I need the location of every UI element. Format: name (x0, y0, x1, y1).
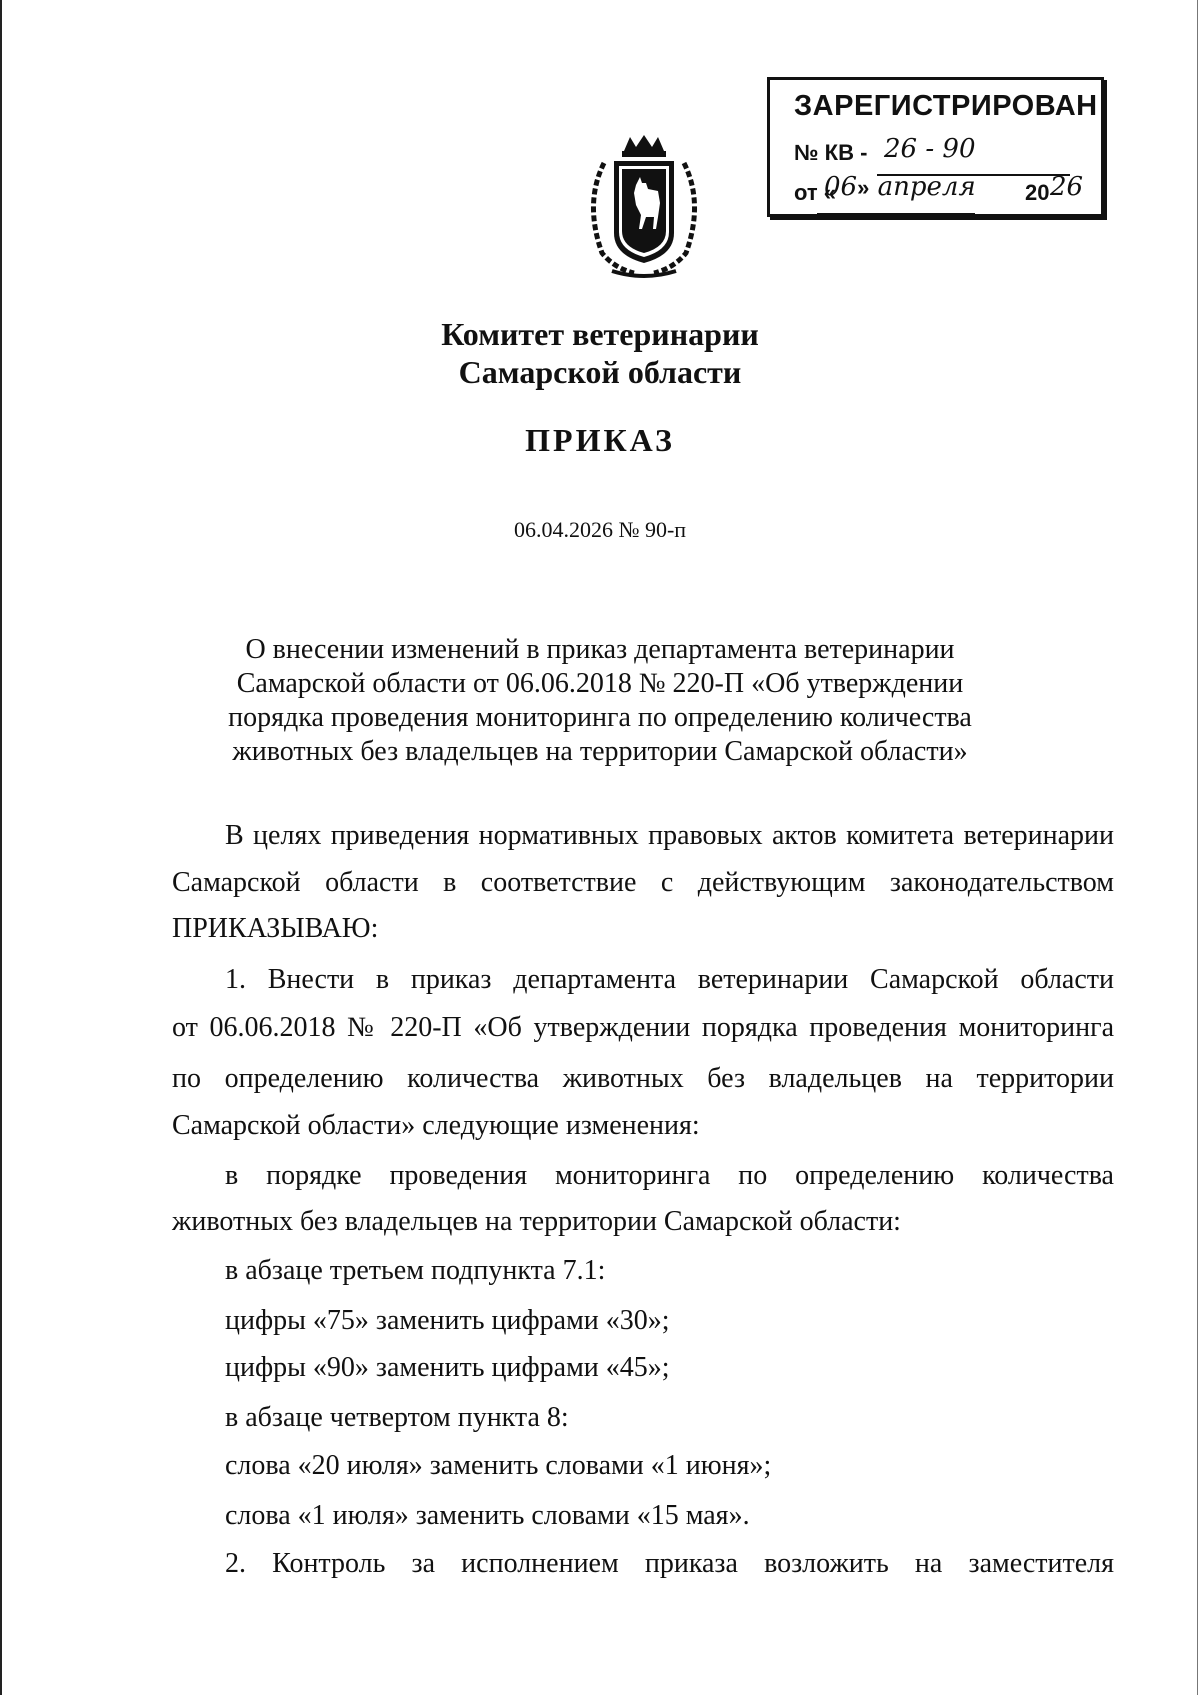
stamp-date-handwritten (824, 172, 976, 202)
body-line: слова «1 июля» заменить словами «15 мая». (225, 1500, 750, 1531)
body-line: слова «20 июля» заменить словами «1 июня»; (225, 1450, 772, 1481)
document-title: ПРИКАЗ (525, 422, 675, 458)
subject-line: Самарской области от 06.06.2018 № 220-П «Об утверждении (236, 668, 964, 699)
body-line: по определению количества животных без владельцев на территории (172, 1063, 1114, 1094)
subject-line: животных без владельцев на территории Самарской области» (232, 736, 968, 767)
body-line: цифры «75» заменить цифрами «30»; (225, 1305, 670, 1336)
samara-coat-of-arms-icon (574, 133, 714, 283)
stamp-year-prefix: 20 (1025, 180, 1050, 205)
organization-name-line1: Комитет ветеринарии (441, 316, 759, 352)
subject-line: О внесении изменений в приказ департамента ветеринарии (245, 634, 955, 665)
subject-line: порядка проведения мониторинга по определению количества (228, 702, 972, 733)
body-line: В целях приведения нормативных правовых актов комитета ветеринарии (225, 820, 1114, 851)
stamp-date-month: апреля (877, 172, 976, 202)
scan-edge-left (0, 0, 2, 1695)
body-line: в порядке проведения мониторинга по определению количества (225, 1160, 1114, 1191)
scan-edge-right (1197, 0, 1198, 1695)
body-line: 2. Контроль за исполнением приказа возложить на заместителя (225, 1548, 1114, 1579)
order-date-number: 06.04.2026 № 90-п (513, 517, 687, 542)
registration-stamp (767, 77, 1104, 217)
stamp-number-label: № КВ - (794, 140, 868, 165)
stamp-date-quote: » (857, 175, 870, 200)
stamp-date-label: от « (794, 180, 837, 205)
body-line: ПРИКАЗЫВАЮ: (172, 913, 379, 944)
organization-name-line2: Самарской области (458, 354, 742, 390)
stamp-date-day: 06 (824, 172, 858, 202)
body-line: животных без владельцев на территории Самарской области: (172, 1206, 901, 1237)
body-line: 1. Внести в приказ департамента ветеринарии Самарской области (225, 964, 1114, 995)
body-line: в абзаце третьем подпункта 7.1: (225, 1255, 606, 1286)
stamp-date-underline (817, 213, 975, 215)
stamp-year-handwritten: 26 (1050, 172, 1084, 202)
body-line: цифры «90» заменить цифрами «45»; (225, 1352, 670, 1383)
body-line: в абзаце четвертом пункта 8: (225, 1402, 569, 1433)
stamp-title: ЗАРЕГИСТРИРОВАН (794, 90, 1098, 122)
body-line: Самарской области» следующие изменения: (172, 1110, 700, 1141)
body-line: от 06.06.2018 № 220-П «Об утверждении порядка проведения мониторинга (172, 1012, 1114, 1043)
stamp-number-handwritten: 26 - 90 (884, 134, 976, 164)
body-line: Самарской области в соответствие с действующим законодательством (172, 867, 1114, 898)
order-subject (0, 633, 1200, 769)
